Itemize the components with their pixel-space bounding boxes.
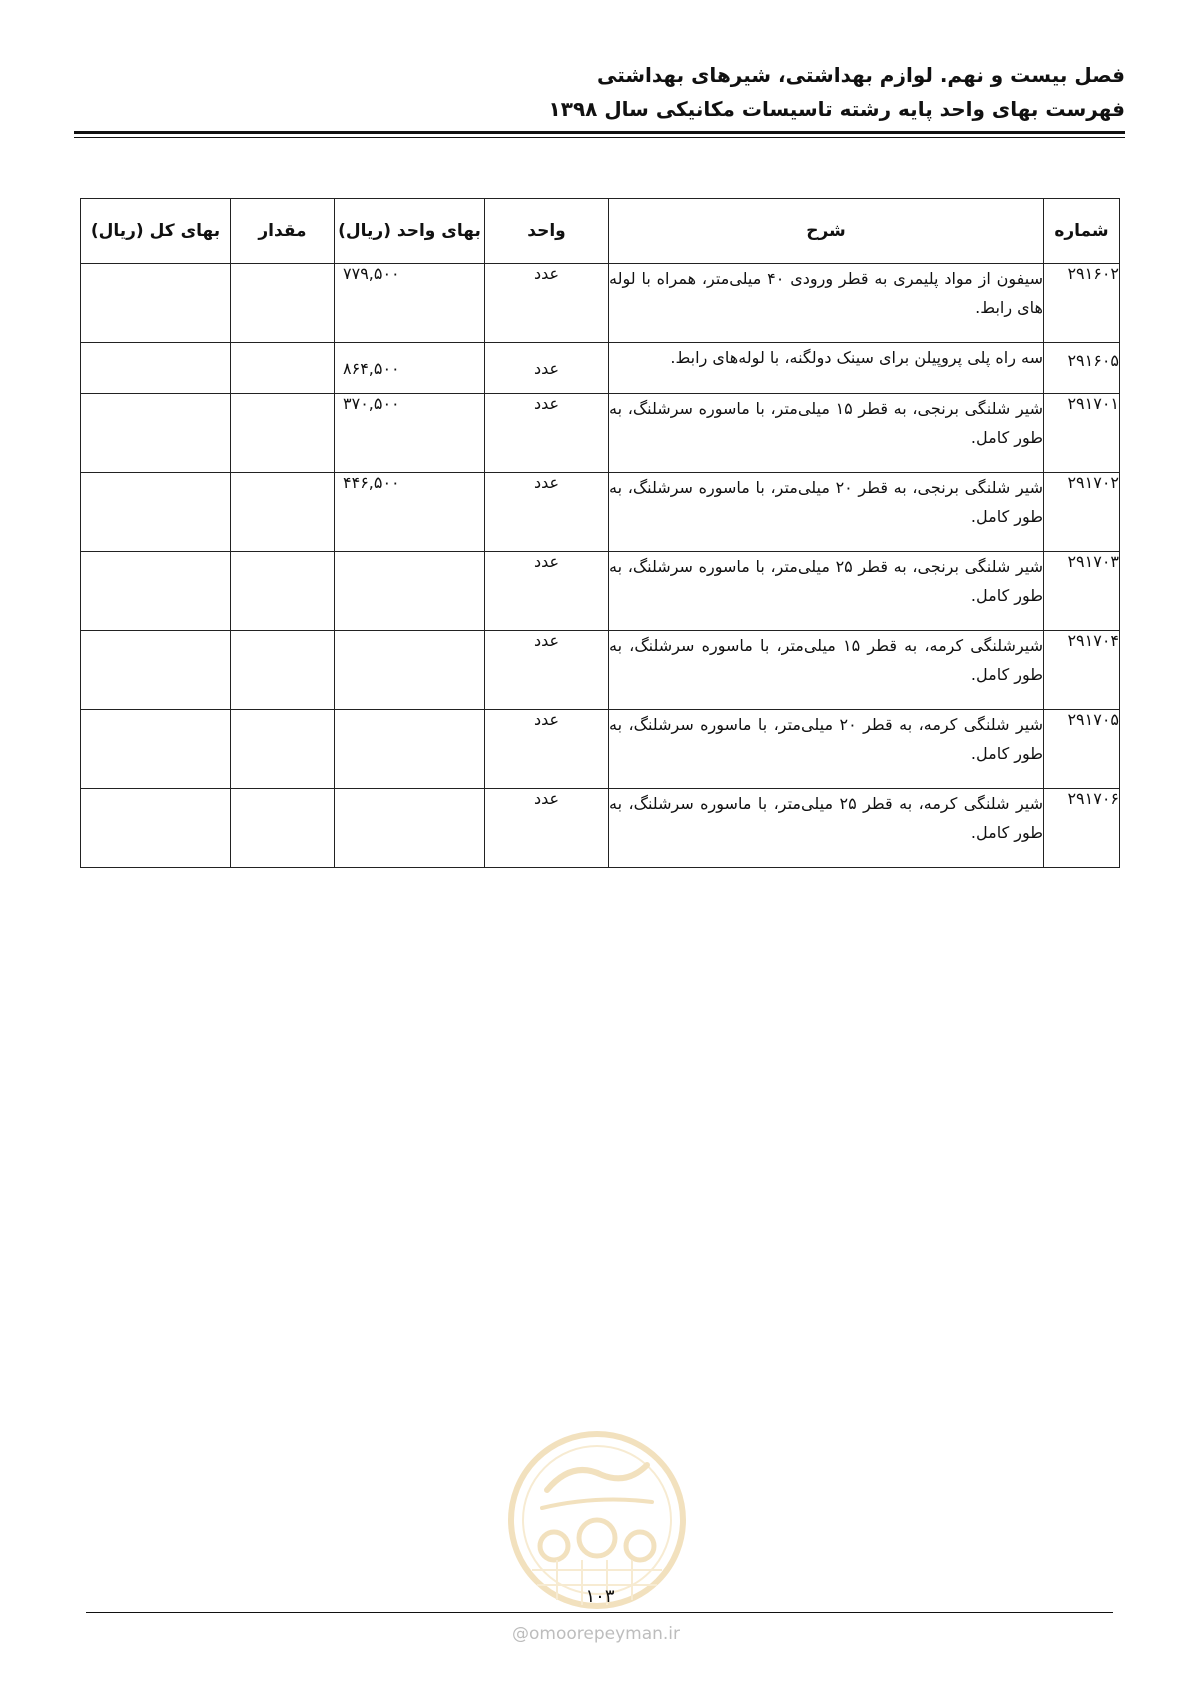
item-number: ۲۹۱۷۰۴ <box>1044 631 1120 710</box>
table-row <box>81 710 1120 789</box>
item-quantity <box>231 552 335 631</box>
item-unit-price <box>335 394 485 473</box>
header-rule-thin <box>74 137 1125 138</box>
item-number: ۲۹۱۶۰۵ <box>1044 343 1120 394</box>
item-unit-price <box>335 631 485 710</box>
item-total-price <box>81 631 231 710</box>
header-rule-thick <box>74 131 1125 134</box>
item-unit-price <box>335 264 485 343</box>
item-description: شیر شلنگی برنجی، به قطر ۲۰ میلی‌متر، با ماسوره سرشلنگ، به طور کامل. <box>609 473 1044 552</box>
document-title: فهرست بهای واحد پایه رشته تاسیسات مکانیکی سال ۱۳۹۸ <box>548 97 1125 121</box>
table-row <box>81 264 1120 343</box>
watermark-url: @omoorepeyman.ir <box>511 1624 681 1644</box>
item-unit: عدد <box>485 343 609 394</box>
page-number: ۱۰۳ <box>585 1586 615 1607</box>
item-unit-price-value: ۷۷۹,۵۰۰ <box>343 264 400 283</box>
footer-rule <box>86 1612 1113 1613</box>
header-total-price: بهای کل (ریال) <box>81 199 231 264</box>
item-unit-price <box>335 710 485 789</box>
item-total-price <box>81 394 231 473</box>
header-number: شماره <box>1044 199 1120 264</box>
item-description: شیر شلنگی کرمه، به قطر ۲۵ میلی‌متر، با ماسوره سرشلنگ، به طور کامل. <box>609 789 1044 868</box>
item-unit: عدد <box>485 552 609 631</box>
item-unit: عدد <box>485 473 609 552</box>
item-description: شیر شلنگی برنجی، به قطر ۲۵ میلی‌متر، با ماسوره سرشلنگ، به طور کامل. <box>609 552 1044 631</box>
header-quantity: مقدار <box>231 199 335 264</box>
item-total-price <box>81 552 231 631</box>
header-unit-price: بهای واحد (ریال) <box>335 199 485 264</box>
item-total-price <box>81 473 231 552</box>
item-unit: عدد <box>485 394 609 473</box>
item-unit-price-value: ۳۷۰,۵۰۰ <box>343 394 400 413</box>
item-number: ۲۹۱۷۰۳ <box>1044 552 1120 631</box>
item-description: سه راه پلی پروپیلن برای سینک دولگنه، با لوله‌های رابط. <box>609 343 1044 394</box>
item-description: شیرشلنگی کرمه، به قطر ۱۵ میلی‌متر، با ماسوره سرشلنگ، به طور کامل. <box>609 631 1044 710</box>
item-unit-price <box>335 552 485 631</box>
item-quantity <box>231 394 335 473</box>
item-description: شیر شلنگی کرمه، به قطر ۲۰ میلی‌متر، با ماسوره سرشلنگ، به طور کامل. <box>609 710 1044 789</box>
header-unit: واحد <box>485 199 609 264</box>
header-description: شرح <box>609 199 1044 264</box>
item-quantity <box>231 710 335 789</box>
table-row <box>81 552 1120 631</box>
table-row <box>81 631 1120 710</box>
item-quantity <box>231 789 335 868</box>
price-list-table <box>80 198 1120 868</box>
item-unit-price <box>335 473 485 552</box>
item-total-price <box>81 264 231 343</box>
item-total-price <box>81 343 231 394</box>
item-number: ۲۹۱۷۰۵ <box>1044 710 1120 789</box>
item-unit-price-value: ۸۶۴,۵۰۰ <box>343 358 400 378</box>
item-number: ۲۹۱۷۰۲ <box>1044 473 1120 552</box>
item-description: سیفون از مواد پلیمری به قطر ورودی ۴۰ میلی‌متر، همراه با لوله های رابط. <box>609 264 1044 343</box>
item-unit: عدد <box>485 631 609 710</box>
item-unit-price <box>335 789 485 868</box>
table-header-row <box>81 199 1120 264</box>
item-total-price <box>81 710 231 789</box>
item-unit: عدد <box>485 710 609 789</box>
item-quantity <box>231 264 335 343</box>
table-row <box>81 394 1120 473</box>
item-total-price <box>81 789 231 868</box>
table-row <box>81 789 1120 868</box>
chapter-title: فصل بیست و نهم. لوازم بهداشتی، شیرهای بهداشتی <box>596 63 1125 87</box>
page-header <box>65 58 1125 126</box>
item-quantity <box>231 631 335 710</box>
item-quantity <box>231 473 335 552</box>
item-number: ۲۹۱۷۰۶ <box>1044 789 1120 868</box>
item-number: ۲۹۱۷۰۱ <box>1044 394 1120 473</box>
item-quantity <box>231 343 335 394</box>
item-unit: عدد <box>485 789 609 868</box>
item-unit: عدد <box>485 264 609 343</box>
item-number: ۲۹۱۶۰۲ <box>1044 264 1120 343</box>
table-row <box>81 343 1120 394</box>
item-unit-price-value: ۴۴۶,۵۰۰ <box>343 473 400 492</box>
item-unit-price <box>335 343 485 394</box>
table-row <box>81 473 1120 552</box>
item-description: شیر شلنگی برنجی، به قطر ۱۵ میلی‌متر، با ماسوره سرشلنگ، به طور کامل. <box>609 394 1044 473</box>
